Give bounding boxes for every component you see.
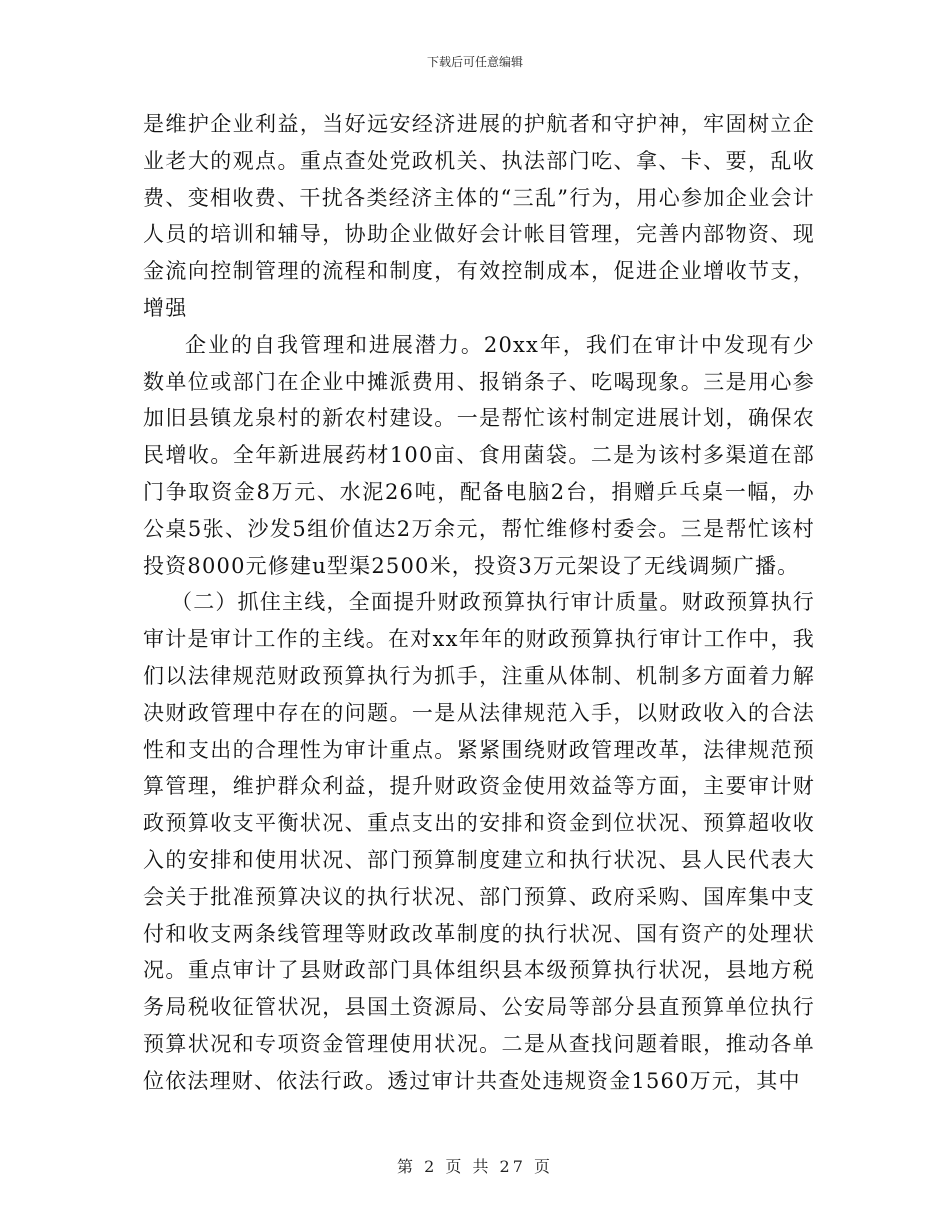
paragraph-3: （二）抓住主线，全面提升财政预算执行审计质量。财政预算执行审计是审计工作的主线。在对xx年年的财政预算执行审计工作中，我们以法律规范财政预算执行为抓手，注重从体制、机制多方面着力解决财政管理中存在的问题。一是从法律规范入手，以财政收入的合法性和支出的合理性为审计重点。紧紧围绕财政管理改革，法律规范预算管理，维护群众利益，提升财政资金使用效益等方面，主要审计财政预算收支平衡状况、重点支出的安排和资金到位状况、预算超收收入的安排和使用状况、部门预算制度建立和执行状况、县人民代表大会关于批准预算决议的执行状况、部门预算、政府采购、国库集中支付和收支两条线管理等财政改革制度的执行状况、国有资产的处理状况。重点审计了县财政部门具体组织县本级预算执行状况，县地方税务局税收征管状况，县国土资源局、公安局等部分县直预算单位执行预算状况和专项资金管理使用状况。二是从查找问题着眼，推动各单位依法理财、依法行政。透过审计共查处违规资金1560万元，其中 bbox=[143, 590, 815, 1093]
page-number-footer: 第 2 页 共 27 页 bbox=[397, 1157, 553, 1176]
header-note: 下载后可任意编辑 bbox=[426, 55, 523, 69]
paragraph-1: 是维护企业利益，当好远安经济进展的护航者和守护神，牢固树立企业老大的观点。重点查处党政机关、执法部门吃、拿、卡、要，乱收费、变相收费、干扰各类经济主体的“三乱”行为，用心参加企业会计人员的培训和辅导，协助企业做好会计帐目管理，完善内部物资、现金流向控制管理的流程和制度，有效控制成本，促进企业增收节支，增强 bbox=[143, 112, 815, 320]
paragraph-2: 企业的自我管理和进展潜力。20xx年，我们在审计中发现有少数单位或部门在企业中摊派费用、报销条子、吃喝现象。三是用心参加旧县镇龙泉村的新农村建设。一是帮忙该村制定进展计划，确保农民增收。全年新进展药材100亩、食用菌袋。二是为该村多渠道在部门争取资金8万元、水泥26吨，配备电脑2台，捐赠乒乓桌一幅，办公桌5张、沙发5组价值达2万余元，帮忙维修村委会。三是帮忙该村投资8000元修建u型渠2500米，投资3万元架设了无线调频广播。 bbox=[143, 332, 815, 578]
document-body bbox=[143, 106, 815, 1100]
